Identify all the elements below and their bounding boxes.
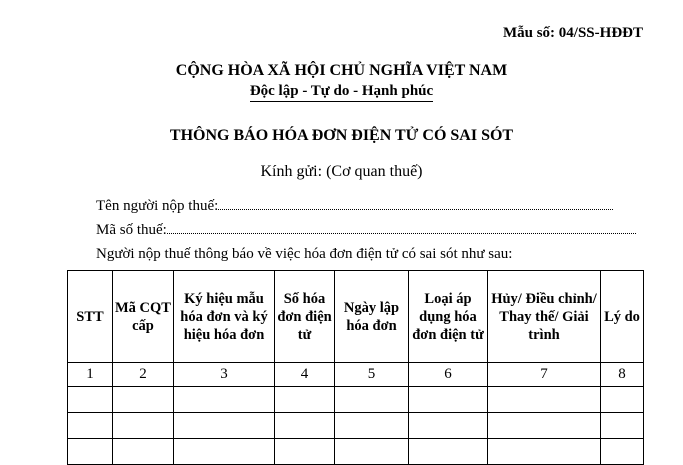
table-cell[interactable] xyxy=(335,387,409,413)
table-cell[interactable] xyxy=(335,439,409,465)
table-cell[interactable] xyxy=(68,439,113,465)
table-cell[interactable] xyxy=(275,387,335,413)
table-cell[interactable] xyxy=(174,439,275,465)
table-cell[interactable] xyxy=(409,413,488,439)
table-row xyxy=(68,387,644,413)
table-cell[interactable] xyxy=(601,413,644,439)
recipient-line: Kính gửi: (Cơ quan thuế) xyxy=(260,163,423,180)
table-row xyxy=(68,413,644,439)
header-stt: STT xyxy=(68,271,113,363)
table-cell[interactable] xyxy=(335,413,409,439)
header-invoice-type: Loại áp dụng hóa đơn điện tử xyxy=(409,271,488,363)
taxpayer-name-line xyxy=(96,197,613,215)
header-invoice-date: Ngày lập hóa đơn xyxy=(335,271,409,363)
intro-text: Người nộp thuế thông báo về việc hóa đơn điện tử có sai sót như sau: xyxy=(96,246,513,262)
column-number: 5 xyxy=(335,363,409,387)
table-cell[interactable] xyxy=(488,439,601,465)
tax-code-label: Mã số thuế: xyxy=(96,222,167,238)
table-row xyxy=(68,439,644,465)
table-cell[interactable] xyxy=(488,387,601,413)
column-number-row xyxy=(68,363,644,387)
header-reason: Lý do xyxy=(601,271,644,363)
table-cell[interactable] xyxy=(275,413,335,439)
form-code: Mẫu số: 04/SS-HĐĐT xyxy=(502,25,643,41)
nation-heading: CỘNG HÒA XÃ HỘI CHỦ NGHĨA VIỆT NAM xyxy=(175,62,508,79)
column-number: 6 xyxy=(409,363,488,387)
table-cell[interactable] xyxy=(275,439,335,465)
header-action: Hủy/ Điều chỉnh/ Thay thế/ Giải trình xyxy=(488,271,601,363)
tax-code-line xyxy=(96,221,636,239)
table-cell[interactable] xyxy=(601,387,644,413)
column-number: 4 xyxy=(275,363,335,387)
table-cell[interactable] xyxy=(113,413,174,439)
table-cell[interactable] xyxy=(601,439,644,465)
header-cqt-code: Mã CQT cấp xyxy=(113,271,174,363)
column-number: 8 xyxy=(601,363,644,387)
document-title: THÔNG BÁO HÓA ĐƠN ĐIỆN TỬ CÓ SAI SÓT xyxy=(169,127,514,144)
column-number: 2 xyxy=(113,363,174,387)
table-cell[interactable] xyxy=(113,387,174,413)
taxpayer-name-label: Tên người nộp thuế: xyxy=(96,198,219,214)
table-cell[interactable] xyxy=(68,413,113,439)
motto: Độc lập - Tự do - Hạnh phúc xyxy=(250,83,433,102)
table-cell[interactable] xyxy=(174,387,275,413)
column-number: 1 xyxy=(68,363,113,387)
header-invoice-number: Số hóa đơn điện tử xyxy=(275,271,335,363)
motto-wrap xyxy=(0,82,683,102)
taxpayer-name-field[interactable] xyxy=(218,197,613,210)
table-cell[interactable] xyxy=(409,439,488,465)
error-invoice-table xyxy=(67,270,644,465)
tax-code-field[interactable] xyxy=(167,221,636,234)
table-cell[interactable] xyxy=(174,413,275,439)
table-cell[interactable] xyxy=(409,387,488,413)
table-cell[interactable] xyxy=(68,387,113,413)
table-cell[interactable] xyxy=(488,413,601,439)
column-number: 7 xyxy=(488,363,601,387)
table-cell[interactable] xyxy=(113,439,174,465)
header-invoice-symbol: Ký hiệu mẫu hóa đơn và ký hiệu hóa đơn xyxy=(174,271,275,363)
table-header-row xyxy=(68,271,644,363)
column-number: 3 xyxy=(174,363,275,387)
